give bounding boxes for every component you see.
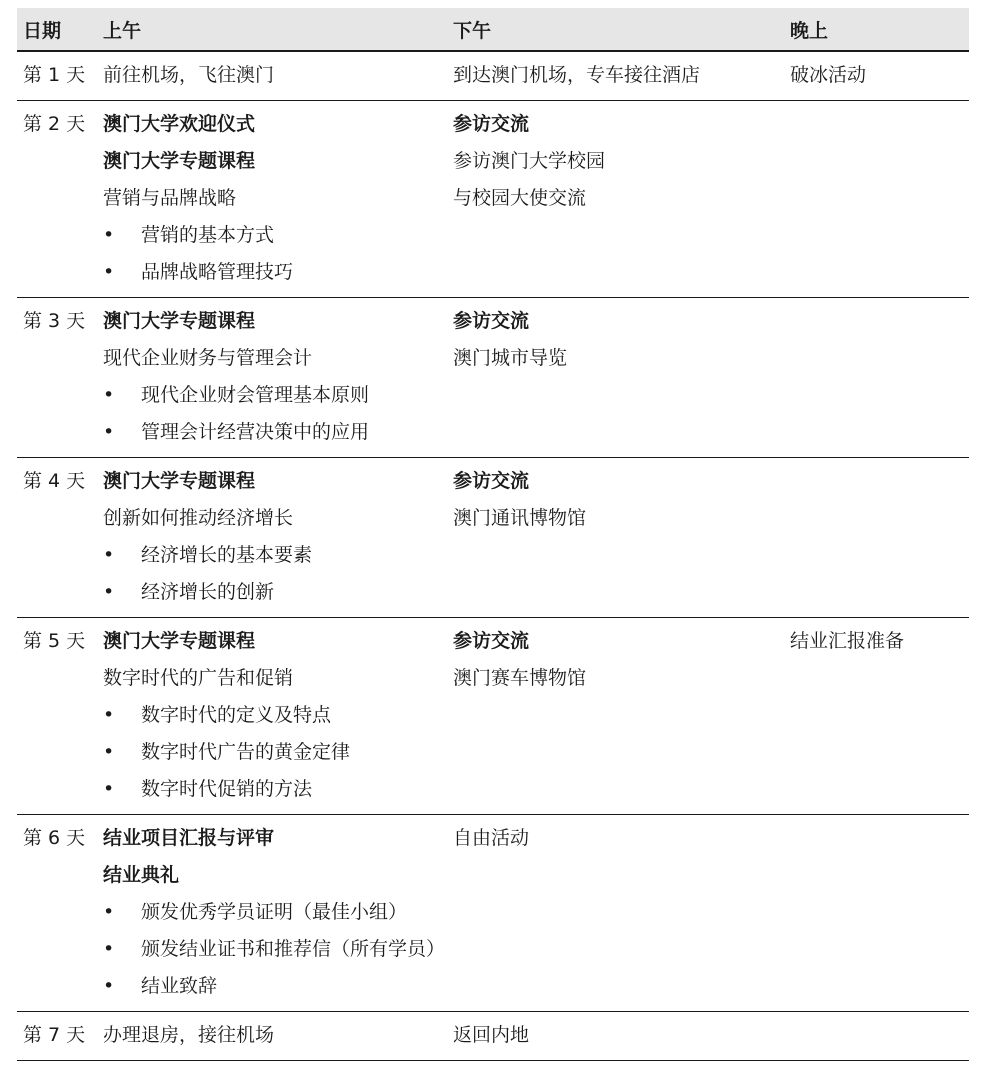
schedule-body [17, 51, 969, 1061]
morning-cell [99, 1012, 449, 1061]
activity-detail: 到达澳门机场，专车接往酒店 [453, 64, 701, 86]
day-cell: 第 1 天 [17, 51, 99, 101]
activity-detail: 自由活动 [453, 827, 530, 849]
course-topic: 办理退房，接往机场 [103, 1024, 275, 1046]
morning-cell [99, 815, 449, 1012]
course-topic: 营销与品牌战略 [103, 187, 237, 209]
bullet-text: 数字时代广告的黄金定律 [141, 741, 351, 763]
course-topic: 数字时代的广告和促销 [103, 667, 294, 689]
bullet-item [103, 968, 449, 1005]
bullet-text: 颁发优秀学员证明（最佳小组） [141, 901, 408, 923]
evening-cell [786, 101, 969, 298]
activity-detail: 澳门赛车博物馆 [453, 667, 587, 689]
bullet-icon: • [103, 544, 115, 566]
bullet-icon: • [103, 704, 115, 726]
afternoon-cell [449, 815, 786, 1012]
session-title: 澳门大学欢迎仪式 [103, 113, 256, 135]
evening-cell: 结业汇报准备 [786, 618, 969, 815]
bullet-text: 经济增长的创新 [141, 581, 275, 603]
bullet-item [103, 537, 449, 574]
evening-cell [786, 1012, 969, 1061]
afternoon-cell [449, 1012, 786, 1061]
bullet-text: 经济增长的基本要素 [141, 544, 313, 566]
day-cell: 第 6 天 [17, 815, 99, 1012]
schedule-table [17, 8, 969, 1061]
bullet-icon: • [103, 224, 115, 246]
day-cell: 第 5 天 [17, 618, 99, 815]
activity-detail: 参访澳门大学校园 [453, 150, 606, 172]
bullet-text: 营销的基本方式 [141, 224, 275, 246]
bullet-item [103, 697, 449, 734]
evening-cell [786, 298, 969, 458]
afternoon-cell [449, 298, 786, 458]
bullet-item [103, 377, 449, 414]
bullet-text: 管理会计经营决策中的应用 [141, 421, 370, 443]
table-row [17, 458, 969, 618]
bullet-icon: • [103, 778, 115, 800]
activity-title: 参访交流 [453, 630, 530, 652]
bullet-text: 现代企业财会管理基本原则 [141, 384, 370, 406]
activity-title: 参访交流 [453, 113, 530, 135]
morning-cell [99, 298, 449, 458]
bullet-item [103, 254, 449, 291]
course-topic: 现代企业财务与管理会计 [103, 347, 313, 369]
bullet-icon: • [103, 975, 115, 997]
session-title: 澳门大学专题课程 [103, 470, 256, 492]
bullet-item [103, 414, 449, 451]
table-row [17, 101, 969, 298]
course-topic: 前往机场，飞往澳门 [103, 64, 275, 86]
evening-cell [786, 815, 969, 1012]
afternoon-cell [449, 458, 786, 618]
evening-cell: 破冰活动 [786, 51, 969, 101]
bullet-text: 数字时代的定义及特点 [141, 704, 332, 726]
activity-title: 参访交流 [453, 470, 530, 492]
bullet-icon: • [103, 421, 115, 443]
table-row [17, 298, 969, 458]
bullet-text: 颁发结业证书和推荐信（所有学员） [141, 938, 446, 960]
table-row [17, 618, 969, 815]
table-row [17, 51, 969, 101]
bullet-text: 品牌战略管理技巧 [141, 261, 294, 283]
course-topic: 创新如何推动经济增长 [103, 507, 294, 529]
session-title: 澳门大学专题课程 [103, 630, 256, 652]
afternoon-cell [449, 51, 786, 101]
bullet-item [103, 771, 449, 808]
morning-cell [99, 458, 449, 618]
header-morning: 上午 [99, 8, 449, 51]
day-cell: 第 2 天 [17, 101, 99, 298]
afternoon-cell [449, 618, 786, 815]
bullet-item [103, 734, 449, 771]
header-day: 日期 [17, 8, 99, 51]
header-evening: 晚上 [786, 8, 969, 51]
bullet-text: 结业致辞 [141, 975, 218, 997]
bullet-icon: • [103, 741, 115, 763]
activity-detail: 返回内地 [453, 1024, 530, 1046]
header-afternoon: 下午 [449, 8, 786, 51]
day-cell: 第 7 天 [17, 1012, 99, 1061]
table-row [17, 815, 969, 1012]
session-title: 澳门大学专题课程 [103, 310, 256, 332]
bullet-text: 数字时代促销的方法 [141, 778, 313, 800]
activity-detail: 澳门城市导览 [453, 347, 568, 369]
table-row [17, 1012, 969, 1061]
bullet-icon: • [103, 901, 115, 923]
bullet-item [103, 574, 449, 611]
header-row [17, 8, 969, 51]
day-cell: 第 3 天 [17, 298, 99, 458]
session-title: 结业典礼 [103, 864, 180, 886]
activity-detail: 与校园大使交流 [453, 187, 587, 209]
activity-title: 参访交流 [453, 310, 530, 332]
bullet-icon: • [103, 581, 115, 603]
morning-cell [99, 618, 449, 815]
morning-cell [99, 51, 449, 101]
bullet-icon: • [103, 938, 115, 960]
bullet-icon: • [103, 384, 115, 406]
session-title: 结业项目汇报与评审 [103, 827, 275, 849]
afternoon-cell [449, 101, 786, 298]
morning-cell [99, 101, 449, 298]
bullet-item [103, 217, 449, 254]
activity-detail: 澳门通讯博物馆 [453, 507, 587, 529]
bullet-item [103, 931, 449, 968]
bullet-item [103, 894, 449, 931]
session-title: 澳门大学专题课程 [103, 150, 256, 172]
evening-cell [786, 458, 969, 618]
bullet-icon: • [103, 261, 115, 283]
day-cell: 第 4 天 [17, 458, 99, 618]
